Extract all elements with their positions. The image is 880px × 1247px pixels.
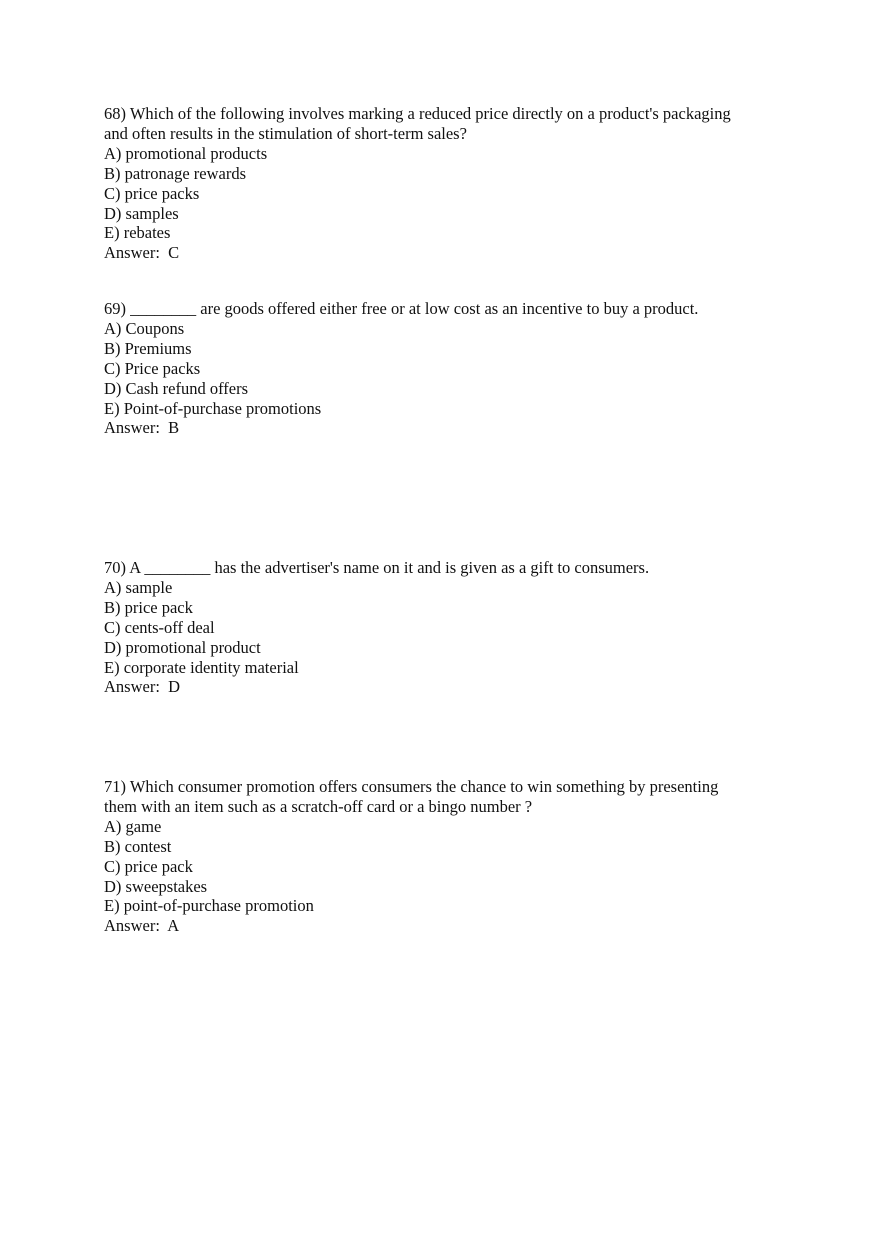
option-b: B) price pack [104,597,193,617]
answer-line: Answer: C [104,243,180,263]
option-b: B) contest [104,836,172,856]
question-stem-line: and often results in the stimulation of short-term sales? [104,123,467,143]
option-d: D) sweepstakes [104,876,208,896]
answer-line: Answer: D [104,677,181,697]
question-71 [104,777,784,936]
option-d: D) samples [104,203,179,223]
option-b: B) Premiums [104,338,192,358]
option-c: C) cents-off deal [104,617,215,637]
option-e: E) point-of-purchase promotion [104,896,314,916]
question-stem-line: 69) ________ are goods offered either free or at low cost as an incentive to buy a product. [104,299,699,318]
option-a: A) Coupons [104,318,185,338]
option-c: C) price pack [104,856,193,876]
question-stem-line: 68) Which of the following involves marking a reduced price directly on a product's packaging [104,104,731,123]
answer-line: Answer: A [104,916,180,936]
option-e: E) corporate identity material [104,657,299,677]
answer-line: Answer: B [104,418,180,438]
option-c: C) Price packs [104,358,201,378]
option-a: A) promotional products [104,143,268,163]
question-stem-line: them with an item such as a scratch-off card or a bingo number ? [104,796,533,816]
option-e: E) Point-of-purchase promotions [104,398,322,418]
option-e: E) rebates [104,223,171,243]
question-stem-line: 70) A ________ has the advertiser's name on it and is given as a gift to consumers. [104,558,650,577]
question-69 [104,299,784,438]
option-d: D) promotional product [104,637,261,657]
option-d: D) Cash refund offers [104,378,249,398]
option-c: C) price packs [104,183,200,203]
question-70 [104,558,784,697]
question-68 [104,104,784,263]
option-a: A) game [104,816,162,836]
question-stem-line: 71) Which consumer promotion offers consumers the chance to win something by presenting [104,777,719,796]
option-b: B) patronage rewards [104,163,247,183]
option-a: A) sample [104,577,173,597]
